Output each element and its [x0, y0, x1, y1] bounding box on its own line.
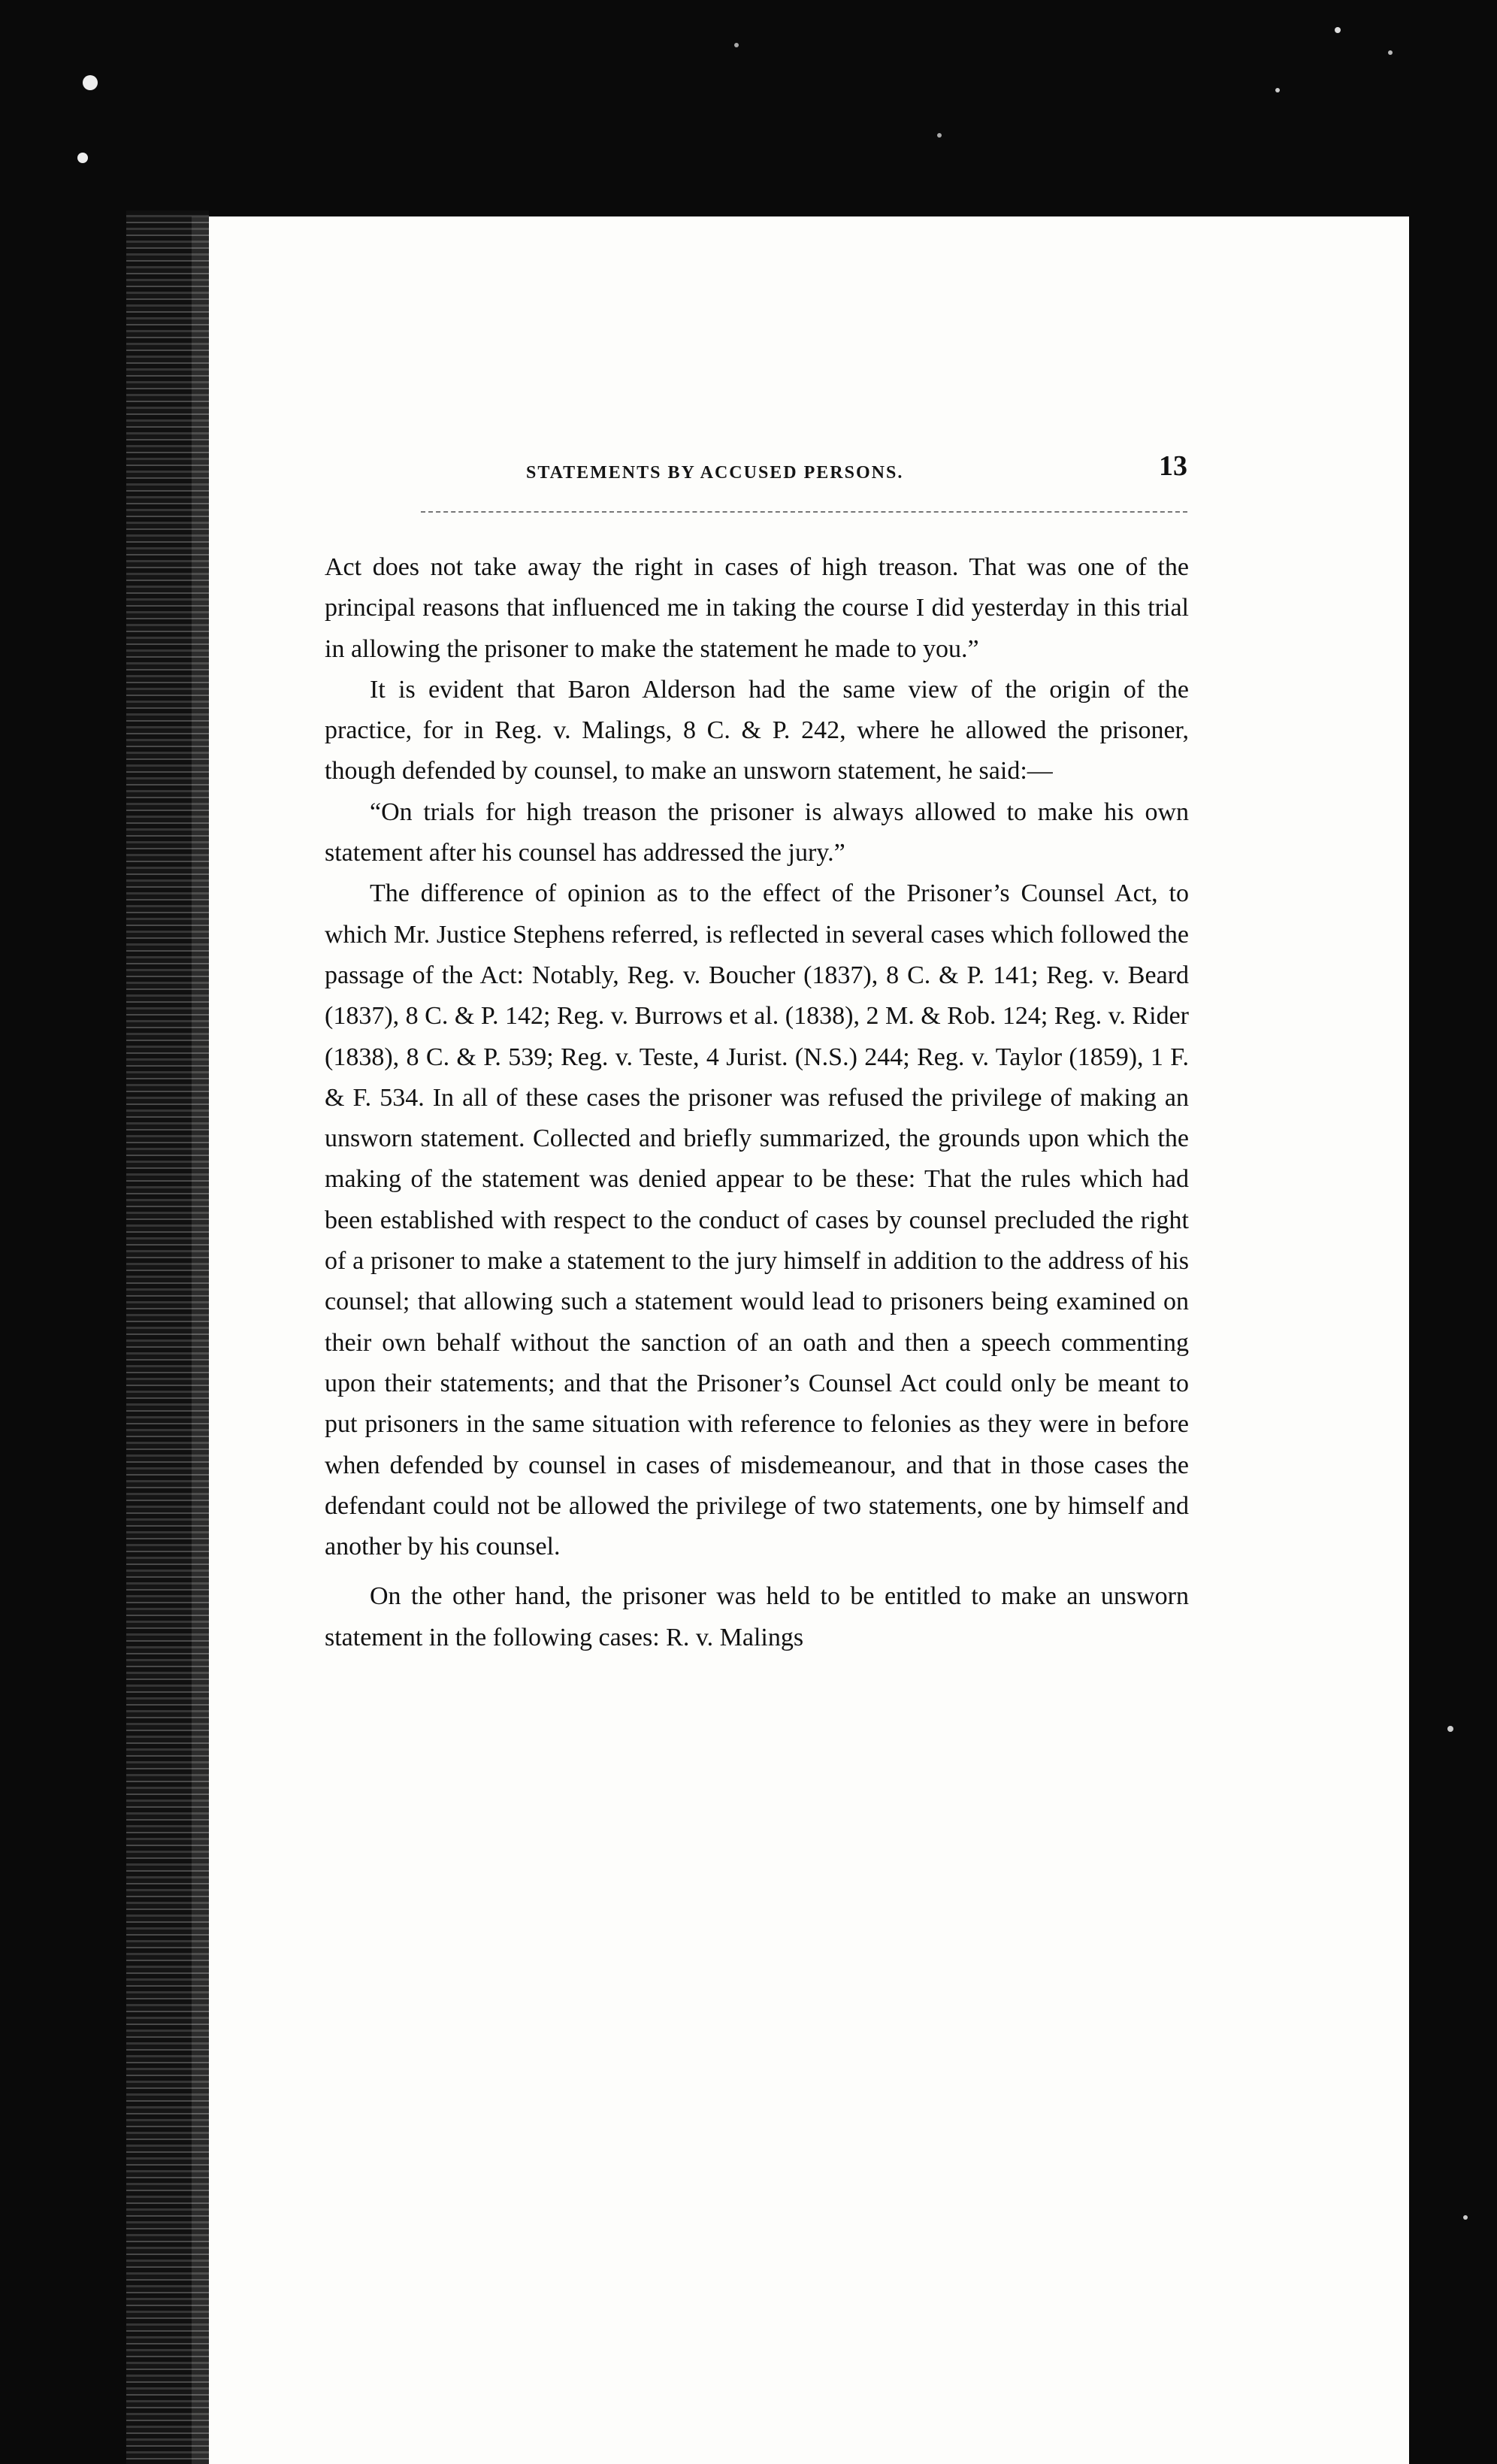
body-text: [325, 547, 1189, 1658]
paragraph-1: Act does not take away the right in cases of high treason. That was one of the principal reasons that influenced me in taking the course I did yesterday in this trial in allowing the prisoner to make the statement he made to you.”: [325, 553, 1189, 663]
block-quote: “On trials for high treason the prisoner is always allowed to make his own statement after his counsel has addressed the jury.”: [325, 798, 1189, 867]
book-spine-gutter: [126, 210, 209, 2464]
header-rule: [421, 511, 1187, 513]
paragraph-2: It is evident that Baron Alderson had the same view of the origin of the practice, for in Reg. v. Malings, 8 C. & P. 242, where he allowed the prisoner, though defended by counsel, to make an unsworn statement, he said:—: [325, 675, 1189, 786]
page-number: 13: [1159, 450, 1187, 482]
running-head: STATEMENTS BY ACCUSED PERSONS.: [526, 463, 904, 483]
paragraph-4: On the other hand, the prisoner was held to be entitled to make an unsworn statement in the following cases: R. v. Malings: [325, 1582, 1189, 1651]
page-header: [526, 450, 1187, 487]
paragraph-3: The difference of opinion as to the effect of the Prisoner’s Counsel Act, to which Mr. Justice Stephens referred, is reflected in several cases which followed the passage of the Act: Notably, Reg. v. Boucher (1837), 8 C. & P. 141; Reg. v. Beard (1837), 8 C. & P. 142; Reg. v. Burrows et al. (1838), 2 M. & Rob. 124; Reg. v. Rider (1838), 8 C. & P. 539; Reg. v. Teste, 4 Jurist. (N.S.) 244; Reg. v. Taylor (1859), 1 F. & F. 534. In all of these cases the prisoner was refused the privilege of making an unsworn statement. Collected and briefly summarized, the grounds upon which the making of the statement was denied appear to be these: That the rules which had been established with respect to the conduct of cases by counsel precluded the right of a prisoner to make a statement to the jury himself in addition to the address of his counsel; that allowing such a statement would lead to prisoners being examined on their own behalf without the sanction of an oath and then a speech commenting upon their statements; and that the Prisoner’s Counsel Act could only be meant to put prisoners in the same situation with reference to felonies as they were in before when defended by counsel in cases of misdemeanour, and that in those cases the defendant could not be allowed the privilege of two statements, one by himself and another by his counsel.: [325, 879, 1189, 1561]
